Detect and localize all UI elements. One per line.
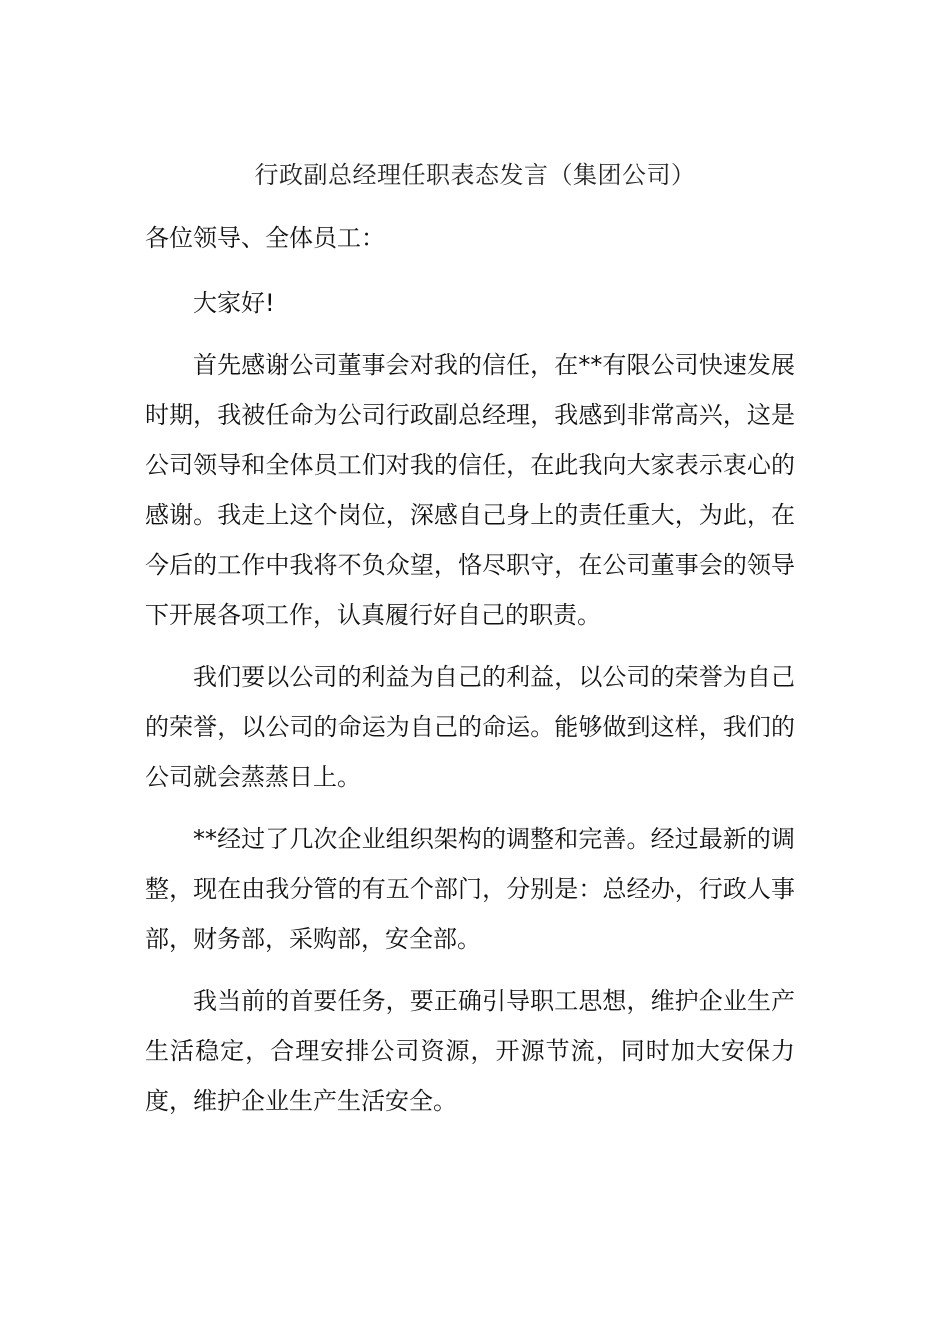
paragraph-tasks: 我当前的首要任务，要正确引导职工思想，维护企业生产生活稳定，合理安排公司资源，开源节流，同时加大安保力度，维护企业生产生活安全。 (145, 987, 795, 1115)
paragraph-departments: **经过了几次企业组织架构的调整和完善。经过最新的调整，现在由我分管的有五个部门，分别是：总经办，行政人事部，财务部，采购部，安全部。 (145, 825, 795, 953)
salutation: 各位领导、全体员工： (145, 224, 385, 252)
paragraph-company-interest: 我们要以公司的利益为自己的利益，以公司的荣誉为自己的荣誉，以公司的命运为自己的命运。能够做到这样，我们的公司就会蒸蒸日上。 (145, 663, 795, 791)
paragraph-thanks: 首先感谢公司董事会对我的信任，在**有限公司快速发展时期，我被任命为公司行政副总经理，我感到非常高兴，这是公司领导和全体员工们对我的信任，在此我向大家表示衷心的感谢。我走上这个岗位，深感自己身上的责任重大，为此，在今后的工作中我将不负众望，恪尽职守，在公司董事会的领导下开展各项工作，认真履行好自己的职责。 (145, 351, 795, 629)
paragraph-greeting: 大家好! (193, 289, 275, 317)
document-title: 行政副总经理任职表态发言（集团公司） (254, 161, 696, 189)
document-body (145, 278, 795, 1138)
